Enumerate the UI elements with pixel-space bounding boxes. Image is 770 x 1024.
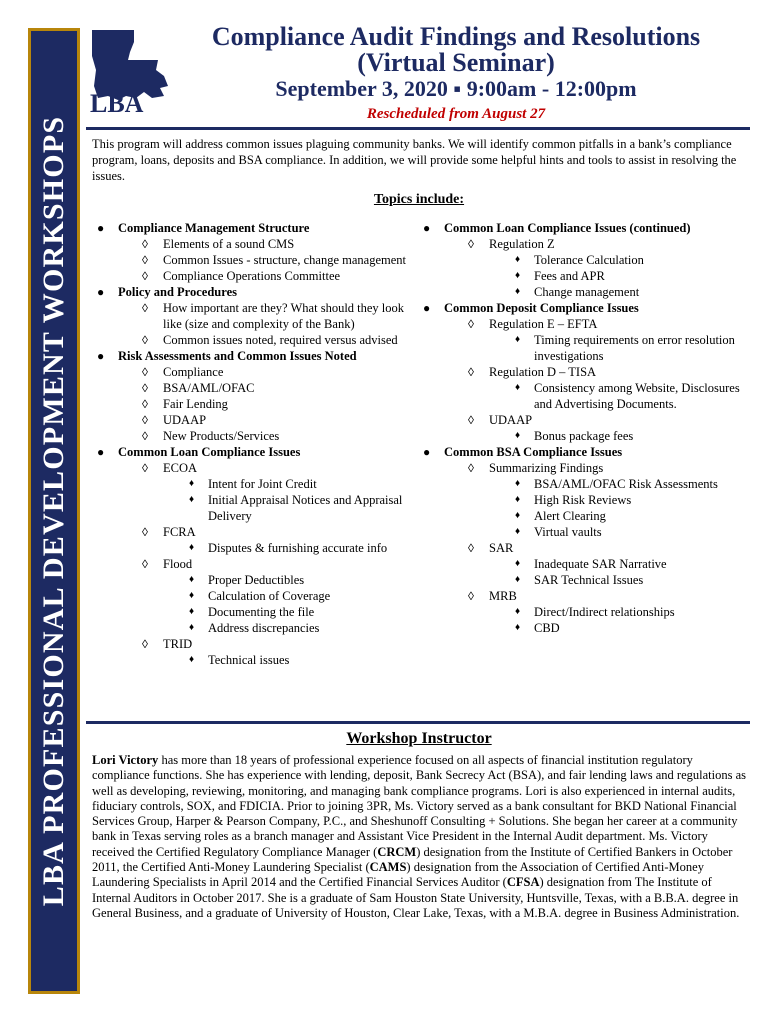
bio-text: ) designation from the Institute of Certified Bankers in October 2011, the Certified Anti-Money Laundering Specialist ( — [92, 844, 733, 875]
diamond-outline-icon: ◊ — [142, 253, 148, 267]
topic-item — [92, 220, 422, 236]
title-line-1: Compliance Audit Findings and Resolutions — [211, 22, 701, 51]
rescheduled-note: Rescheduled from August 27 — [366, 106, 546, 122]
subtopic-item — [92, 460, 422, 476]
topic-title: Common Loan Compliance Issues (continued) — [444, 221, 691, 235]
detail-text: Change management — [534, 285, 640, 299]
crcm-designation: CRCM — [377, 844, 417, 859]
diamond-outline-icon: ◊ — [142, 429, 148, 443]
subtopic-text: Compliance Operations Committee — [163, 269, 341, 283]
diamond-filled-icon: ♦ — [515, 254, 521, 265]
diamond-outline-icon: ◊ — [468, 541, 474, 555]
detail-text: Technical issues — [208, 653, 290, 667]
detail-item — [92, 588, 422, 604]
diamond-filled-icon: ♦ — [515, 622, 521, 633]
diamond-outline-icon: ◊ — [468, 317, 474, 331]
detail-item — [418, 572, 748, 588]
subtopic-item — [418, 412, 748, 428]
intro-paragraph: This program will address common issues plaguing community banks. We will identify common pitfalls in a bank’s compliance program, loans, deposits and BSA compliance. In addition, we will provide some helpful hints and tools to assist in resolving the issues. — [92, 137, 737, 183]
detail-item — [92, 540, 422, 556]
detail-text: Address discrepancies — [208, 621, 320, 635]
detail-item — [418, 268, 748, 284]
topic-item — [418, 300, 748, 316]
detail-item — [92, 652, 422, 668]
detail-text: Tolerance Calculation — [534, 253, 644, 267]
subtopic-text: Regulation D – TISA — [489, 365, 597, 379]
bullet-icon: ● — [97, 445, 105, 459]
topics-right-column — [418, 220, 748, 636]
diamond-outline-icon: ◊ — [142, 333, 148, 347]
subtopic-item — [92, 300, 422, 332]
detail-text: High Risk Reviews — [534, 493, 632, 507]
subtopic-item — [418, 316, 748, 332]
detail-text: Consistency among Website, Disclosures and Advertising Documents. — [534, 381, 740, 411]
bullet-icon: ● — [97, 221, 105, 235]
subtopic-item — [92, 412, 422, 428]
diamond-filled-icon: ♦ — [515, 478, 521, 489]
diamond-outline-icon: ◊ — [142, 237, 148, 251]
subtopic-text: Summarizing Findings — [489, 461, 604, 475]
diamond-filled-icon: ♦ — [515, 526, 521, 537]
instructor-divider — [86, 721, 750, 724]
subtopic-text: SAR — [489, 541, 514, 555]
diamond-filled-icon: ♦ — [189, 542, 195, 553]
diamond-outline-icon: ◊ — [142, 557, 148, 571]
bullet-icon: ● — [423, 221, 431, 235]
top-divider — [86, 127, 750, 130]
detail-item — [418, 508, 748, 524]
topic-title: Risk Assessments and Common Issues Noted — [118, 349, 357, 363]
detail-item — [418, 380, 748, 412]
detail-text: Proper Deductibles — [208, 573, 305, 587]
detail-text: Timing requirements on error resolution investigations — [534, 333, 735, 363]
detail-item — [418, 524, 748, 540]
diamond-filled-icon: ♦ — [189, 590, 195, 601]
bio-text: has more than 18 years of professional experience focused on all aspects of financial institution regulatory compliance functions. She has experience with lending, deposit, Bank Secrecy Act (BSA), and fair lending laws and regulations as well as developing, reviewing, monitoring, and managing bank compliance programs. Lori is also experienced in internal audits, fiduciary controls, SOX, and FDICIA. Prior to joining 3PR, Ms. Victory served as a bank consultant for BKD National Financial Services Group, Harper & Pearson Company, P.C., and Sheshunoff Consulting + Solutions. She began her career at a community bank in Texas serving roles as a branch manager and Assistant Vice President in the Internal Audit department. Ms. Victory received the Certified Regulatory Compliance Manager ( — [92, 753, 746, 859]
topic-item — [92, 284, 422, 300]
diamond-outline-icon: ◊ — [468, 461, 474, 475]
detail-text: Bonus package fees — [534, 429, 634, 443]
subtopic-item — [92, 556, 422, 572]
subtopic-text: UDAAP — [489, 413, 533, 427]
subtopic-item — [92, 636, 422, 652]
detail-item — [92, 476, 422, 492]
diamond-filled-icon: ♦ — [515, 558, 521, 569]
subtopic-text: Common issues noted, required versus advised — [163, 333, 398, 347]
event-date: September 3, 2020 ▪ 9:00am - 12:00pm — [275, 76, 637, 101]
diamond-outline-icon: ◊ — [468, 413, 474, 427]
diamond-outline-icon: ◊ — [142, 413, 148, 427]
detail-text: CBD — [534, 621, 560, 635]
subtopic-item — [92, 396, 422, 412]
diamond-filled-icon: ♦ — [189, 606, 195, 617]
subtopic-item — [418, 460, 748, 476]
detail-text: Virtual vaults — [534, 525, 602, 539]
diamond-outline-icon: ◊ — [142, 301, 148, 315]
diamond-filled-icon: ♦ — [515, 334, 521, 345]
subtopic-text: New Products/Services — [163, 429, 280, 443]
detail-text: SAR Technical Issues — [534, 573, 644, 587]
detail-item — [418, 332, 748, 364]
diamond-outline-icon: ◊ — [468, 365, 474, 379]
diamond-filled-icon: ♦ — [515, 286, 521, 297]
bullet-icon: ● — [423, 301, 431, 315]
instructor-bio — [92, 753, 746, 921]
diamond-filled-icon: ♦ — [515, 494, 521, 505]
louisiana-map-icon — [84, 26, 170, 116]
subtopic-text: How important are they? What should they look like (size and complexity of the Bank) — [163, 301, 405, 331]
diamond-outline-icon: ◊ — [142, 269, 148, 283]
detail-text: Direct/Indirect relationships — [534, 605, 675, 619]
topic-item — [418, 220, 748, 236]
diamond-outline-icon: ◊ — [468, 589, 474, 603]
subtopic-item — [92, 268, 422, 284]
detail-item — [418, 476, 748, 492]
diamond-filled-icon: ♦ — [515, 270, 521, 281]
sidebar-banner — [28, 28, 80, 994]
subtopic-item — [92, 364, 422, 380]
topic-title: Compliance Management Structure — [118, 221, 310, 235]
title-line-2: (Virtual Seminar) — [357, 48, 555, 77]
diamond-outline-icon: ◊ — [142, 365, 148, 379]
subtopic-text: BSA/AML/OFAC — [163, 381, 255, 395]
diamond-filled-icon: ♦ — [515, 510, 521, 521]
detail-text: Disputes & furnishing accurate info — [208, 541, 388, 555]
diamond-filled-icon: ♦ — [515, 574, 521, 585]
diamond-outline-icon: ◊ — [468, 237, 474, 251]
detail-item — [92, 620, 422, 636]
subtopic-item — [92, 380, 422, 396]
topics-left-column — [92, 220, 422, 668]
bullet-icon: ● — [423, 445, 431, 459]
detail-text: Inadequate SAR Narrative — [534, 557, 667, 571]
subtopic-text: FCRA — [163, 525, 196, 539]
lba-logo — [84, 26, 170, 116]
subtopic-item — [418, 588, 748, 604]
topics-heading: Topics include: — [373, 192, 465, 207]
page-title — [182, 24, 730, 76]
subtopic-item — [92, 252, 422, 268]
subtopic-item — [418, 540, 748, 556]
detail-item — [92, 604, 422, 620]
subtopic-item — [418, 364, 748, 380]
detail-item — [418, 252, 748, 268]
subtopic-text: UDAAP — [163, 413, 207, 427]
diamond-filled-icon: ♦ — [189, 574, 195, 585]
detail-item — [418, 620, 748, 636]
topic-item — [418, 444, 748, 460]
bio-text: ) designation from The Institute of Internal Auditors in October 2017. She is a graduate of Sam Houston State University, Huntsville, Texas, with a B.B.A. degree in General Business, and a graduate of University of Houston, Clear Lake, Texas, with a M.B.A. degree in Business Administration. — [92, 875, 740, 920]
cams-designation: CAMS — [369, 860, 407, 875]
diamond-outline-icon: ◊ — [142, 381, 148, 395]
detail-text: BSA/AML/OFAC Risk Assessments — [534, 477, 718, 491]
subtopic-text: Regulation Z — [489, 237, 555, 251]
diamond-filled-icon: ♦ — [515, 430, 521, 441]
logo-text: LBA — [90, 89, 144, 116]
detail-item — [418, 284, 748, 300]
detail-text: Documenting the file — [208, 605, 315, 619]
bio-text: ) designation from the Association of Certified Anti-Money Laundering Specialists in April 2014 and the Certified Financial Services Auditor ( — [92, 860, 704, 890]
topic-item — [92, 444, 422, 460]
detail-text: Calculation of Coverage — [208, 589, 331, 603]
subtopic-text: Elements of a sound CMS — [163, 237, 295, 251]
subtopic-text: Regulation E – EFTA — [489, 317, 598, 331]
detail-item — [418, 604, 748, 620]
diamond-filled-icon: ♦ — [189, 654, 195, 665]
subtopic-text: Fair Lending — [163, 397, 228, 411]
subtopic-text: TRID — [163, 637, 193, 651]
instructor-heading: Workshop Instructor — [346, 730, 492, 747]
subtopic-text: Common Issues - structure, change management — [163, 253, 406, 267]
topic-title: Common Deposit Compliance Issues — [444, 301, 639, 315]
topic-item — [92, 348, 422, 364]
diamond-filled-icon: ♦ — [515, 382, 521, 393]
detail-item — [92, 572, 422, 588]
detail-text: Initial Appraisal Notices and Appraisal Delivery — [208, 493, 403, 523]
subtopic-item — [92, 332, 422, 348]
diamond-outline-icon: ◊ — [142, 461, 148, 475]
bullet-icon: ● — [97, 285, 105, 299]
subtopic-text: Flood — [163, 557, 193, 571]
subtopic-text: Compliance — [163, 365, 224, 379]
detail-item — [92, 492, 422, 524]
topic-title: Policy and Procedures — [118, 285, 237, 299]
detail-item — [418, 428, 748, 444]
detail-item — [418, 556, 748, 572]
subtopic-item — [92, 524, 422, 540]
detail-text: Intent for Joint Credit — [208, 477, 317, 491]
diamond-filled-icon: ♦ — [515, 606, 521, 617]
diamond-outline-icon: ◊ — [142, 397, 148, 411]
detail-item — [418, 492, 748, 508]
detail-text: Fees and APR — [534, 269, 605, 283]
cfsa-designation: CFSA — [506, 875, 540, 890]
subtopic-item — [92, 428, 422, 444]
sidebar-title: LBA PROFESSIONAL DEVELOPMENT WORKSHOPS — [37, 115, 70, 907]
subtopic-item — [418, 236, 748, 252]
subtopic-text: MRB — [489, 589, 517, 603]
topic-title: Common Loan Compliance Issues — [118, 445, 301, 459]
diamond-outline-icon: ◊ — [142, 525, 148, 539]
subtopic-text: ECOA — [163, 461, 198, 475]
diamond-outline-icon: ◊ — [142, 637, 148, 651]
diamond-filled-icon: ♦ — [189, 494, 195, 505]
bullet-icon: ● — [97, 349, 105, 363]
diamond-filled-icon: ♦ — [189, 478, 195, 489]
subtopic-item — [92, 236, 422, 252]
instructor-name: Lori Victory — [92, 753, 159, 767]
diamond-filled-icon: ♦ — [189, 622, 195, 633]
detail-text: Alert Clearing — [534, 509, 606, 523]
topic-title: Common BSA Compliance Issues — [444, 445, 623, 459]
